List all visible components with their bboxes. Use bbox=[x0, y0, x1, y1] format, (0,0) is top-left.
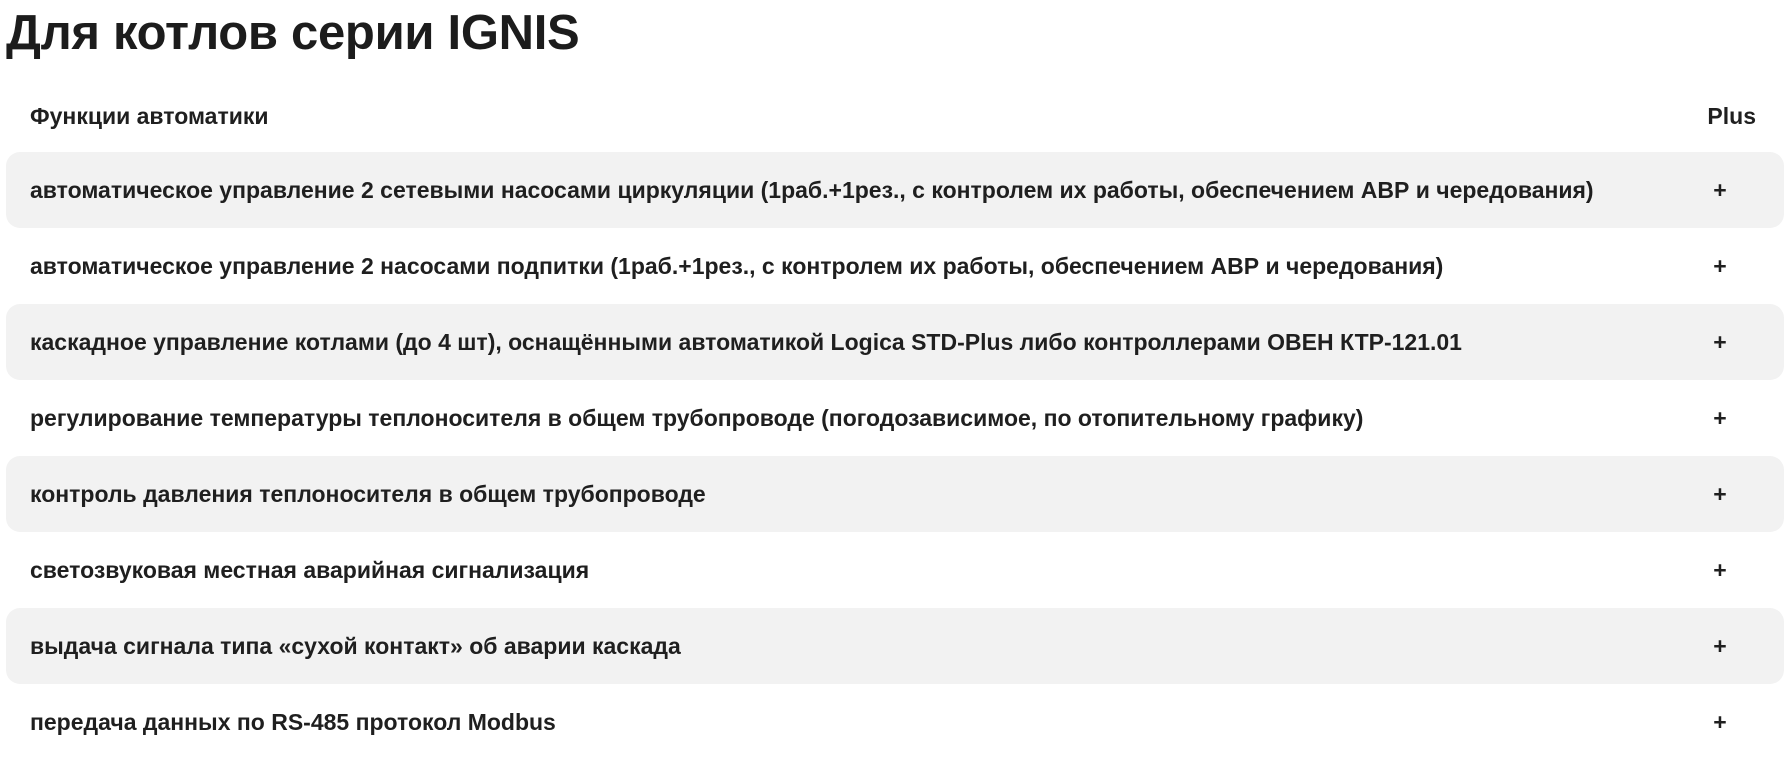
feature-cell: светозвуковая местная аварийная сигнализация bbox=[30, 556, 590, 583]
table-row bbox=[6, 608, 1784, 684]
table-row bbox=[6, 228, 1784, 304]
feature-cell: автоматическое управление 2 сетевыми насосами циркуляции (1раб.+1рез., с контролем их работы, обеспечением АВР и чередования) bbox=[30, 176, 1594, 203]
plus-cell: + bbox=[1713, 252, 1727, 279]
feature-cell: автоматическое управление 2 насосами подпитки (1раб.+1рез., с контролем их работы, обеспечением АВР и чередования) bbox=[30, 252, 1444, 279]
table-row bbox=[6, 152, 1784, 228]
features-table bbox=[6, 80, 1784, 760]
page-title: Для котлов серии IGNIS bbox=[6, 6, 580, 60]
feature-cell: контроль давления теплоносителя в общем трубопроводе bbox=[30, 480, 706, 507]
feature-cell: выдача сигнала типа «сухой контакт» об аварии каскада bbox=[30, 632, 681, 659]
table-row bbox=[6, 380, 1784, 456]
feature-cell: регулирование температуры теплоносителя в общем трубопроводе (погодозависимое, по отопительному графику) bbox=[30, 404, 1364, 431]
plus-cell: + bbox=[1713, 480, 1727, 507]
table-header-row bbox=[6, 80, 1784, 152]
plus-cell: + bbox=[1713, 176, 1727, 203]
plus-cell: + bbox=[1713, 632, 1727, 659]
feature-cell: каскадное управление котлами (до 4 шт), оснащёнными автоматикой Logica STD-Plus либо контроллерами ОВЕН КТР-121.01 bbox=[30, 328, 1462, 355]
header-feature-column: Функции автоматики bbox=[30, 102, 269, 129]
header-plus-column: Plus bbox=[1707, 102, 1756, 129]
plus-cell: + bbox=[1713, 556, 1727, 583]
plus-cell: + bbox=[1713, 708, 1727, 735]
table-row bbox=[6, 456, 1784, 532]
table-row bbox=[6, 684, 1784, 760]
table-row bbox=[6, 304, 1784, 380]
table-row bbox=[6, 532, 1784, 608]
plus-cell: + bbox=[1713, 404, 1727, 431]
plus-cell: + bbox=[1713, 328, 1727, 355]
feature-cell: передача данных по RS-485 протокол Modbus bbox=[30, 708, 556, 735]
